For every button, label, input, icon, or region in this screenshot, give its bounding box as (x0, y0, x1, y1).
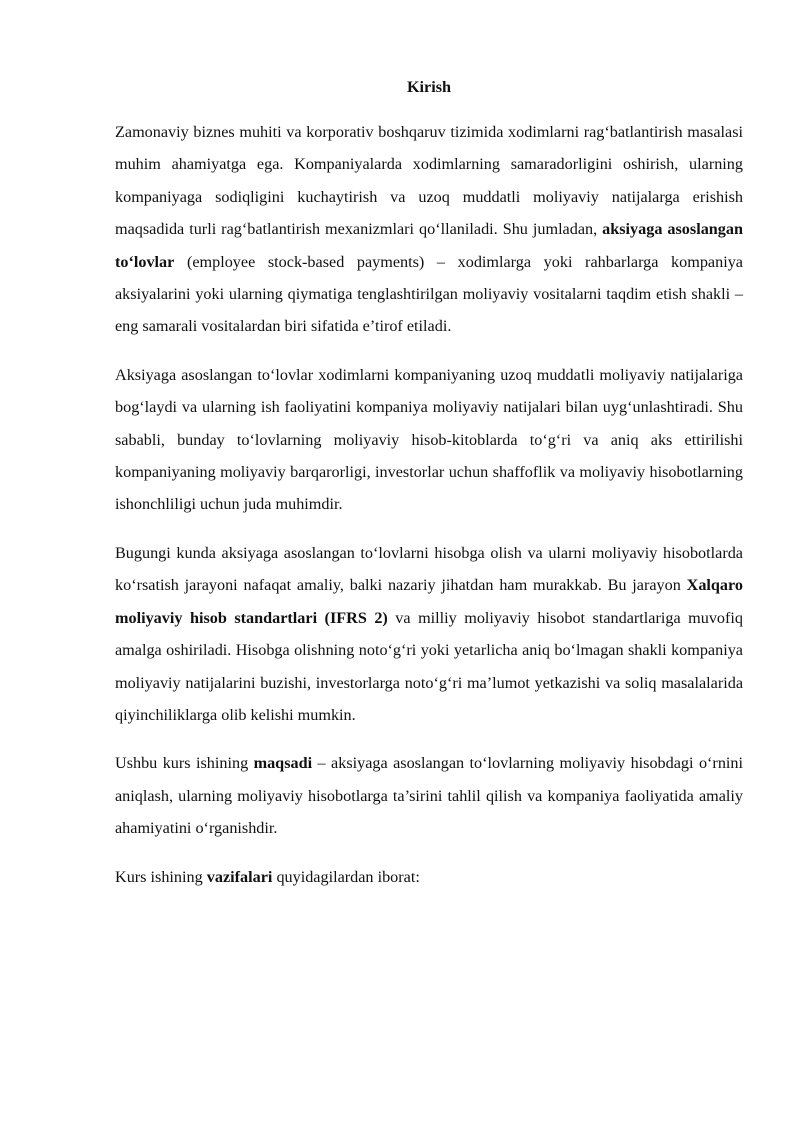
paragraph-importance: Aksiyaga asoslangan to‘lovlar xodimlarni kompaniyaning uzoq muddatli moliyaviy natijalariga bog‘laydi va ularning ish faoliyatini kompaniya moliyaviy natijalari bilan uyg‘unlashtiradi. Shu sababli, bunday to‘lovlarning moliyaviy hisob-kitoblarda to‘g‘ri va aniq aks ettirilishi kompaniyaning moliyaviy barqarorligi, investorlar uchun shaffoflik va moliyaviy hisobotlarning ishonchliligi uchun juda muhimdir. (115, 365, 743, 514)
bold-term: Xalqaro moliyaviy hisob standartlari (IFRS 2) (115, 576, 743, 627)
bold-term: vazifalari (206, 867, 273, 886)
paragraph-text: – aksiyaga asoslangan to‘lovlarning moliyaviy hisobdagi o‘rnini aniqlash, ularning moliyaviy hisobotlarga ta’sirini tahlil qilish va kompaniya faoliyatida amaliy ahamiyatini o‘rganishdir. (115, 754, 743, 838)
paragraph-text: Zamonaviy biznes muhiti va korporativ boshqaruv tizimida xodimlarni rag‘batlantirish masalasi muhim ahamiyatga ega. Kompaniyalarda xodimlarning samaradorligini oshirish, ularning kompaniyaga sodiqligini kuchaytirish va uzoq muddatli moliyaviy natijalarga erishish maqsadida turli rag‘batlantirish mexanizmlari qo‘llaniladi. Shu jumladan, (115, 123, 743, 239)
paragraph-text: Kurs ishining (115, 867, 207, 886)
paragraph-text: Ushbu kurs ishining (115, 754, 254, 773)
section-title: Kirish (406, 78, 452, 96)
paragraph-text: quyidagilardan iborat: (272, 867, 420, 886)
bold-term: maqsadi (253, 754, 313, 773)
paragraph-intro (115, 116, 743, 343)
bold-term: aksiyaga asoslangan to‘lovlar (115, 220, 743, 271)
paragraph-tasks (115, 861, 743, 893)
document-page (115, 74, 743, 909)
paragraph-goal (115, 747, 743, 844)
paragraph-text: Bugungi kunda aksiyaga asoslangan to‘lovlarni hisobga olish va ularni moliyaviy hisobotlarda ko‘rsatish jarayoni nafaqat amaliy, balki nazariy jihatdan ham murakkab. Bu jarayon (115, 543, 743, 595)
paragraph-text: (employee stock-based payments) – xodimlarga yoki rahbarlarga kompaniya aksiyalarini yoki ularning qiymatiga tenglashtirilgan moliyaviy vositalarni taqdim etish shakli – eng samarali vositalardan biri sifatida e’tirof etiladi. (115, 252, 743, 336)
paragraph-text: va milliy moliyaviy hisobot standartlariga muvofiq amalga oshiriladi. Hisobga olishning noto‘g‘ri yoki yetarlicha aniq bo‘lmagan shakli kompaniya moliyaviy natijalarini buzishi, investorlarga noto‘g‘ri ma’lumot yetkazishi va soliq masalalarida qiyinchiliklarga olib kelishi mumkin. (115, 608, 743, 724)
paragraph-accounting (115, 537, 743, 731)
